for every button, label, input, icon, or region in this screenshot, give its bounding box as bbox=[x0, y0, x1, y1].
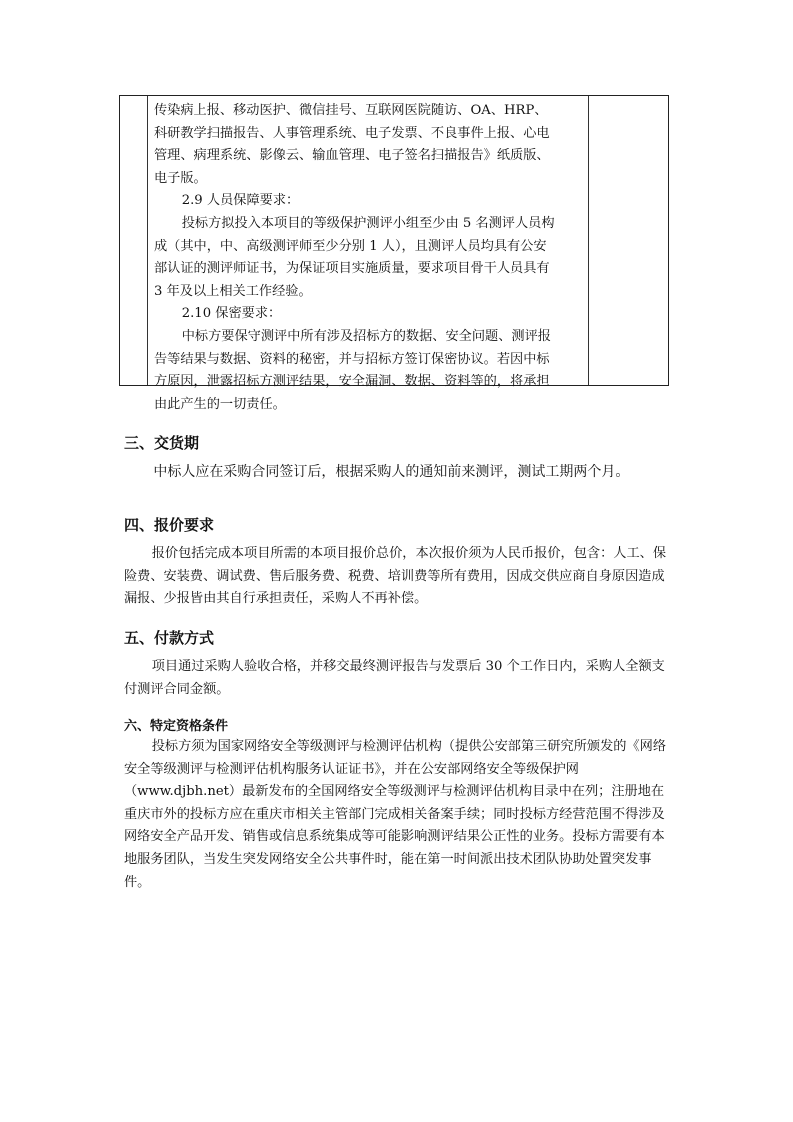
section-2-10-body: 中标方要保守测评中所有涉及招标方的数据、安全问题、测评报告等结果与数据、资料的秘密，并与招标方签订保密协议。若因中标方原因，泄露招标方测评结果，安全漏洞、数据、资料等的，将承担由此产生的一切责任。 bbox=[154, 328, 551, 412]
section-2-10-title: 2.10 保密要求： bbox=[181, 306, 282, 322]
continued-system-list: 传染病上报、移动医护、微信挂号、互联网医院随访、OA、HRP、科研教学扫描报告、人事管理系统、电子发票、不良事件上报、心电管理、病理系统、影像云、输血管理、电子签名扫描报告》纸质版、电子版。 bbox=[154, 103, 550, 186]
table-column-divider bbox=[147, 96, 148, 385]
requirements-table bbox=[119, 95, 669, 412]
payment-heading: 五、付款方式 bbox=[124, 629, 215, 647]
delivery-period-heading: 三、交货期 bbox=[124, 434, 200, 452]
delivery-period-body: 中标人应在采购合同签订后，根据采购人的通知前来测评，测试工期两个月。 bbox=[153, 464, 630, 480]
table-content-cell bbox=[154, 100, 558, 416]
section-2-9-body: 投标方拟投入本项目的等级保护测评小组至少由 5 名测评人员构成（其中，中、高级测评师至少分别 1 人），且测评人员均具有公安部认证的测评师证书，为保证项目实施质量，要求项目骨干人员具有 3 年及以上相关工作经验。 bbox=[154, 215, 555, 299]
table-column-divider bbox=[588, 96, 589, 385]
section-2-9-title: 2.9 人员保障要求： bbox=[181, 193, 300, 209]
quotation-body: 报价包括完成本项目所需的本项目报价总价，本次报价须为人民币报价，包含：人工、保险费、安装费、调试费、售后服务费、税费、培训费等所有费用，因成交供应商自身原因造成漏报、少报皆由其自行承担责任，采购人不再补偿。 bbox=[124, 546, 667, 607]
qualification-heading: 六、特定资格条件 bbox=[124, 719, 229, 734]
payment-body: 项目通过采购人验收合格，并移交最终测评报告与发票后 30 个工作日内，采购人全额支付测评合同金额。 bbox=[124, 659, 665, 697]
quotation-heading: 四、报价要求 bbox=[124, 516, 215, 534]
qualification-body: 投标方须为国家网络安全等级测评与检测评估机构（提供公安部第三研究所颁发的《网络安全等级测评与检测评估机构服务认证证书》，并在公安部网络安全等级保护网（www.djbh.net）最新发布的全国网络安全等级测评与检测评估机构目录中在列；注册地在重庆市外的投标方应在重庆市相关主管部门完成相关备案手续；同时投标方经营范围不得涉及网络安全产品开发、销售或信息系统集成等可能影响测评结果公正性的业务。投标方需要有本地服务团队，当发生突发网络安全公共事件时，能在第一时间派出技术团队协助处置突发事件。 bbox=[124, 739, 667, 890]
